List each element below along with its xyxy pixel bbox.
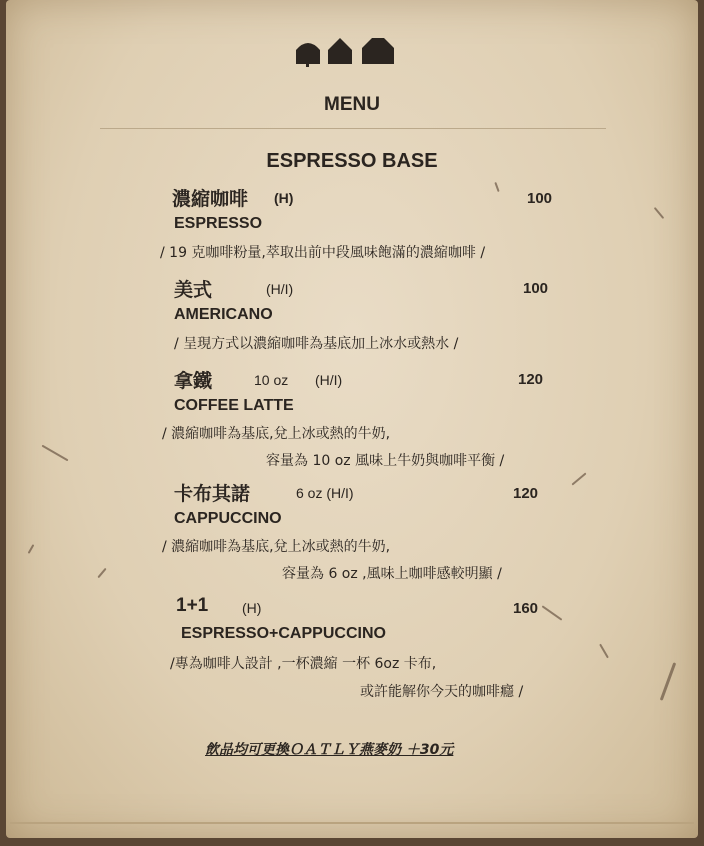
item-price: 100 [523, 280, 549, 297]
item-description: 或許能解你今天的咖啡癮 / [360, 684, 524, 700]
item-description: / 19 克咖啡粉量,萃取出前中段風味飽滿的濃縮咖啡 / [160, 245, 486, 261]
item-name-zh: 卡布其諾 [174, 483, 251, 505]
item-temperature: (H/I) [266, 281, 294, 297]
oat-milk-note: 飲品均可更換ＯＡＴＬＹ燕麥奶 ＋30元 [205, 742, 454, 758]
item-description: /專為咖啡人設計 ,一杯濃縮 一杯 6oz 卡布, [170, 656, 437, 672]
item-description: / 呈現方式以濃縮咖啡為基底加上冰水或熱水 / [174, 336, 459, 352]
item-name-zh: 美式 [174, 279, 213, 301]
item-name-en: COFFEE LATTE [174, 397, 294, 414]
item-description: / 濃縮咖啡為基底,兌上冰或熱的牛奶, [162, 539, 391, 555]
item-size-temperature: 6 oz (H/I) [296, 485, 354, 501]
item-name-zh: 拿鐵 [174, 370, 213, 392]
item-name-en: ESPRESSO [174, 215, 263, 232]
item-description: 容量為 6 oz ,風味上咖啡感較明顯 / [282, 566, 502, 582]
item-price: 100 [527, 190, 553, 207]
item-name-en: ESPRESSO+CAPPUCCINO [181, 625, 386, 642]
item-name-en: CAPPUCCINO [174, 510, 282, 527]
item-name-zh: 1+1 [176, 595, 209, 616]
menu-title: MENU [324, 94, 380, 115]
item-temperature: (H/I) [315, 372, 343, 388]
item-temperature: (H) [242, 600, 262, 616]
item-name-zh: 濃縮咖啡 [172, 188, 249, 210]
item-price: 120 [518, 371, 544, 388]
item-price: 160 [513, 600, 539, 617]
item-description: 容量為 10 oz 風味上牛奶與咖啡平衡 / [266, 453, 505, 469]
item-price: 120 [513, 485, 539, 502]
cafe-logo [294, 34, 404, 68]
divider [100, 128, 606, 129]
paper-edge [10, 822, 694, 824]
item-description: / 濃縮咖啡為基底,兌上冰或熱的牛奶, [162, 426, 391, 442]
item-size: 10 oz [254, 372, 289, 388]
section-title: ESPRESSO BASE [266, 150, 438, 172]
item-name-en: AMERICANO [174, 306, 273, 323]
menu-paper [6, 0, 698, 838]
item-temperature: (H) [274, 190, 294, 206]
